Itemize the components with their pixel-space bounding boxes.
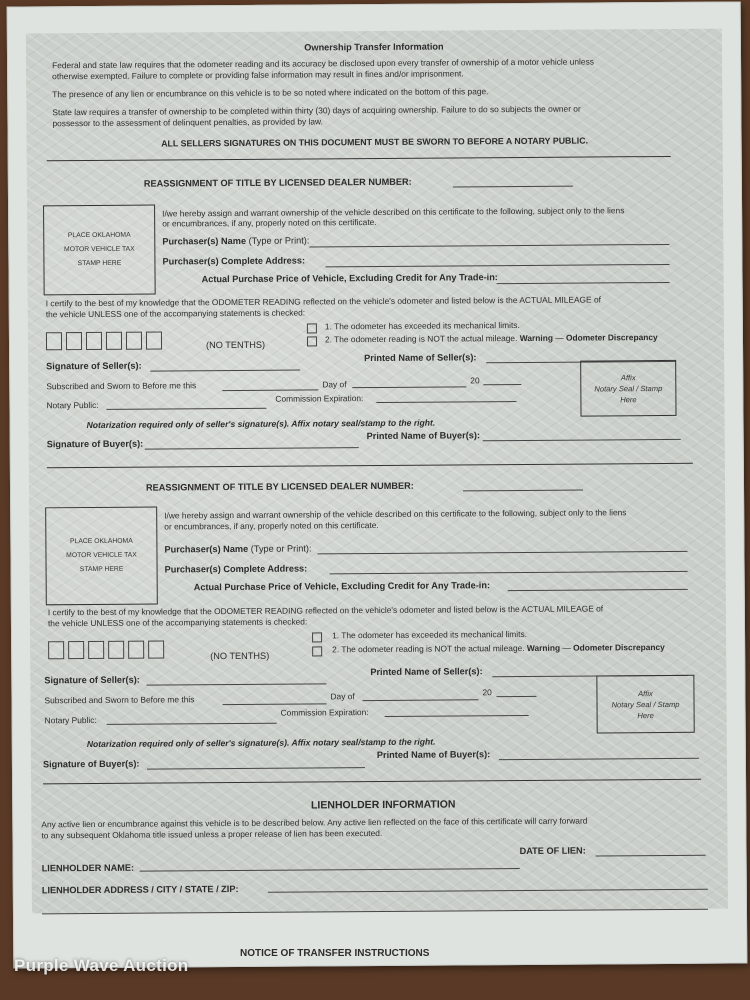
notary-seal-box-2: Affix Notary Seal / Stamp Here	[596, 675, 694, 734]
lienholder-text-b: to any subsequent Oklahoma title issued unless a proper release of lien has been executed.	[41, 827, 383, 841]
no-tenths-label-2: (NO TENTHS)	[210, 650, 270, 662]
reassignment-heading-1: REASSIGNMENT OF TITLE BY LICENSED DEALER NUMBER:	[143, 176, 412, 189]
buyer-printed-label-2: Printed Name of Buyer(s):	[376, 749, 491, 761]
certify-text-1b: the vehicle UNLESS one of the accompanying statements is checked:	[45, 307, 306, 320]
price-label-1: Actual Purchase Price of Vehicle, Excluding Credit for Any Trade-in:	[201, 272, 498, 285]
price-label-2: Actual Purchase Price of Vehicle, Excluding Credit for Any Trade-in:	[193, 580, 491, 593]
statement-2-2: 2. The odometer reading is NOT the actual mileage. Warning — Odometer Discrepancy	[332, 641, 665, 655]
certify-text-1a: I certify to the best of my knowledge that the ODOMETER READING reflected on the vehicle's odometer and listed below is the ACTUAL MILEAGE of	[45, 294, 601, 309]
no-tenths-label-1: (NO TENTHS)	[205, 339, 266, 351]
assign-text-1b: or encumbrances, if any, properly noted on this certificate.	[162, 216, 377, 229]
statement-1-1: 1. The odometer has exceeded its mechanical limits.	[324, 319, 520, 332]
notary-notice: ALL SELLERS SIGNATURES ON THIS DOCUMENT MUST BE SWORN TO BEFORE A NOTARY PUBLIC.	[161, 135, 589, 149]
lienholder-address-label: LIENHOLDER ADDRESS / CITY / STATE / ZIP:	[41, 883, 239, 896]
tax-stamp-box-2: PLACE OKLAHOMA MOTOR VEHICLE TAX STAMP HERE	[45, 507, 158, 606]
next-page-heading-partial: NOTICE OF TRANSFER INSTRUCTIONS	[240, 948, 430, 959]
title-document-page	[7, 1, 748, 968]
tax-stamp-box-1: PLACE OKLAHOMA MOTOR VEHICLE TAX STAMP HERE	[43, 205, 156, 296]
purchaser-address-label-2: Purchaser(s) Complete Address:	[164, 563, 308, 575]
certify-text-2b: the vehicle UNLESS one of the accompanying statements is checked:	[47, 616, 308, 629]
year-label-2: 20	[482, 687, 492, 698]
exceeded-limits-checkbox-1[interactable]	[307, 323, 317, 333]
watermark-logo: Purple Wave Auction	[14, 956, 189, 975]
assign-text-1a: I/we hereby assign and warrant ownership of the vehicle described on this certificate to the following, subject only to the liens	[162, 205, 625, 219]
notary-public-label-2: Notary Public:	[44, 714, 97, 726]
notarization-note-2: Notarization required only of seller's signature(s). Affix notary seal/stamp to the right.	[86, 736, 436, 750]
seller-printed-label-2: Printed Name of Seller(s):	[370, 666, 483, 678]
subscribed-label-2: Subscribed and Sworn to Before me this	[44, 694, 195, 706]
assign-text-2b: or encumbrances, if any, properly noted on this certificate.	[164, 519, 379, 532]
intro-paragraph-2: The presence of any lien or encumbrance on this vehicle is to be so noted where indicated on the bottom of this page.	[52, 86, 489, 100]
odometer-digit-boxes-2[interactable]	[48, 640, 164, 659]
intro-paragraph-3a: State law requires a transfer of ownership to be completed within thirty (30) days of acquiring ownership. Failure to do so subjects the owner or	[52, 103, 581, 118]
year-label-1: 20	[470, 375, 480, 386]
buyer-signature-label-2: Signature of Buyer(s):	[42, 758, 140, 770]
buyer-printed-label-1: Printed Name of Buyer(s):	[366, 430, 481, 442]
day-of-label-1: Day of	[322, 379, 347, 390]
exceeded-limits-checkbox-2[interactable]	[312, 632, 322, 642]
commission-label-2: Commission Expiration:	[280, 707, 369, 718]
odometer-digit-boxes-1[interactable]	[46, 331, 162, 350]
buyer-signature-label-1: Signature of Buyer(s):	[46, 438, 144, 450]
commission-label-1: Commission Expiration:	[275, 393, 364, 404]
not-actual-checkbox-1[interactable]	[307, 336, 317, 346]
intro-paragraph-1b: otherwise exempted. Failure to complete or providing false information may result in fines and/or imprisonment.	[52, 68, 464, 82]
document-title: Ownership Transfer Information	[304, 41, 444, 53]
purchaser-name-label-1: Purchaser(s) Name (Type or Print):	[162, 235, 310, 247]
intro-paragraph-3b: possessor to the assessment of delinquent penalties, as provided by law.	[52, 116, 323, 129]
not-actual-checkbox-2[interactable]	[312, 646, 322, 656]
statement-1-2: 1. The odometer has exceeded its mechanical limits.	[332, 628, 527, 641]
day-of-label-2: Day of	[330, 691, 355, 702]
purchaser-name-label-2: Purchaser(s) Name (Type or Print):	[164, 543, 312, 555]
intro-paragraph-1a: Federal and state law requires that the odometer reading and its accuracy be disclosed upon every transfer of ownership of a motor vehicle unless	[52, 56, 594, 71]
lien-date-label: DATE OF LIEN:	[519, 845, 586, 857]
statement-2-1: 2. The odometer reading is NOT the actual mileage. Warning — Odometer Discrepancy	[324, 332, 658, 345]
assign-text-2a: I/we hereby assign and warrant ownership of the vehicle described on this certificate to the following, subject only to the liens	[164, 507, 627, 521]
subscribed-label-1: Subscribed and Sworn to Before me this	[46, 380, 197, 392]
notary-public-label-1: Notary Public:	[46, 399, 99, 411]
lienholder-name-label: LIENHOLDER NAME:	[41, 862, 135, 874]
notary-seal-box-1: Affix Notary Seal / Stamp Here	[580, 360, 676, 417]
seller-printed-label-1: Printed Name of Seller(s):	[364, 352, 477, 364]
seller-signature-label-2: Signature of Seller(s):	[44, 674, 140, 686]
notarization-note-1: Notarization required only of seller's signature(s). Affix notary seal/stamp to the right.	[86, 417, 436, 431]
purchaser-address-label-1: Purchaser(s) Complete Address:	[162, 255, 306, 267]
reassignment-heading-2: REASSIGNMENT OF TITLE BY LICENSED DEALER NUMBER:	[145, 480, 414, 493]
certify-text-2a: I certify to the best of my knowledge that the ODOMETER READING reflected on the vehicle's odometer and listed below is the ACTUAL MILEAGE of	[47, 603, 604, 618]
lienholder-heading: LIENHOLDER INFORMATION	[310, 798, 456, 812]
lienholder-text-a: Any active lien or encumbrance against this vehicle is to be described below. Any active lien reflected on the face of this certificate will carry forward	[41, 815, 588, 830]
seller-signature-label-1: Signature of Seller(s):	[46, 360, 142, 372]
